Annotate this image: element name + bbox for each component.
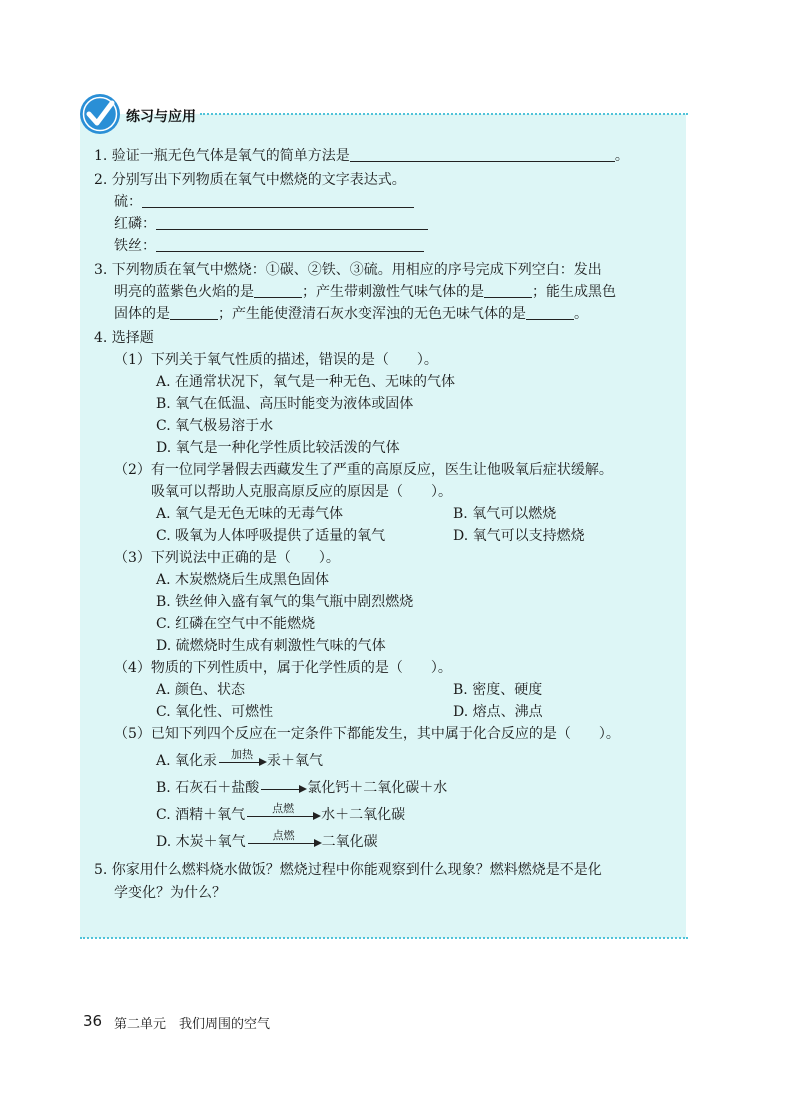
sub-question-2-stem-1: （2）有一位同学暑假去西藏发生了严重的高原反应，医生让他吸氧后症状缓解。 (114, 462, 613, 478)
question-2-iron-line (114, 236, 424, 256)
sub-question-2-option-b[interactable]: B. 氧气可以燃烧 (453, 506, 557, 522)
sub-question-4-option-a[interactable]: A. 颜色、状态 (156, 682, 246, 698)
reaction-condition: 加热 (231, 748, 254, 761)
question-2-sulfur-line (114, 192, 414, 212)
answer-blank[interactable] (484, 283, 532, 298)
question-1 (94, 146, 629, 166)
answer-blank[interactable] (350, 147, 615, 162)
reaction-d-reactants: D. 木炭＋氧气 (156, 834, 246, 850)
reaction-c-reactants: C. 酒精＋氧气 (156, 807, 246, 823)
reaction-b-products: 氯化钙＋二氧化碳＋水 (307, 780, 448, 796)
question-1-text: 1. 验证一瓶无色气体是氧气的简单方法是 (94, 148, 350, 164)
answer-blank[interactable] (254, 283, 302, 298)
sub-question-3-option-b[interactable]: B. 铁丝伸入盛有氧气的集气瓶中剧烈燃烧 (156, 594, 414, 610)
sub-question-5-option-c[interactable] (156, 802, 406, 825)
checkmark-badge-icon (78, 92, 122, 136)
q3-text-a: 明亮的蓝紫色火焰的是 (114, 284, 254, 300)
sub-question-2-option-d[interactable]: D. 氧气可以支持燃烧 (453, 528, 585, 544)
chapter-title: 第二单元 我们周围的空气 (114, 1017, 271, 1032)
sub-question-5-option-b[interactable] (156, 778, 447, 798)
dotted-divider-top (200, 113, 688, 115)
sub-question-4-option-d[interactable]: D. 熔点、沸点 (453, 704, 543, 720)
question-3-line-3 (114, 304, 588, 324)
q3-text-e: ；产生能使澄清石灰水变浑浊的无色无味气体的是 (218, 306, 526, 322)
sub-question-1-option-c[interactable]: C. 氧气极易溶于水 (156, 418, 274, 434)
sub-question-2-stem-2: 吸氧可以帮助人克服高原反应的原因是（ ）。 (151, 484, 452, 500)
reaction-c-products: 水＋二氧化碳 (321, 807, 406, 823)
answer-blank[interactable] (526, 305, 574, 320)
q3-text-b: ；产生带刺激性气味气体的是 (302, 284, 484, 300)
sulfur-label: 硫： (114, 194, 142, 210)
sub-question-4-option-c[interactable]: C. 氧化性、可燃性 (156, 704, 274, 720)
question-3-line-2 (114, 282, 616, 302)
sub-question-3-stem: （3）下列说法中正确的是（ ）。 (114, 550, 340, 566)
sub-question-2-option-a[interactable]: A. 氧气是无色无味的无毒气体 (156, 506, 344, 522)
question-1-end: 。 (614, 148, 629, 164)
sub-question-1-stem: （1）下列关于氧气性质的描述，错误的是（ ）。 (114, 352, 438, 368)
phosphorus-answer-blank[interactable] (156, 215, 428, 230)
reaction-arrow-icon (259, 781, 307, 795)
question-3-line-1: 3. 下列物质在氧气中燃烧：①碳、②铁、③硫。用相应的序号完成下列空白：发出 (94, 262, 602, 278)
question-5-line-1: 5. 你家用什么燃料烧水做饭？燃烧过程中你能观察到什么现象？燃料燃烧是不是化 (94, 862, 602, 878)
question-2: 2. 分别写出下列物质在氧气中燃烧的文字表达式。 (94, 172, 406, 188)
sub-question-1-option-a[interactable]: A. 在通常状况下，氧气是一种无色、无味的气体 (156, 374, 456, 390)
sub-question-3-option-d[interactable]: D. 硫燃烧时生成有刺激性气味的气体 (156, 638, 386, 654)
page-number: 36 (83, 1012, 103, 1030)
q3-text-c: ；能生成黑色 (532, 284, 616, 300)
iron-label: 铁丝： (114, 238, 156, 254)
phosphorus-label: 红磷： (114, 216, 156, 232)
dotted-divider-bottom (80, 937, 688, 939)
question-4-title: 4. 选择题 (94, 330, 154, 346)
sub-question-4-stem: （4）物质的下列性质中，属于化学性质的是（ ）。 (114, 660, 452, 676)
question-2-phosphorus-line (114, 214, 428, 234)
sulfur-answer-blank[interactable] (142, 193, 414, 208)
reaction-a-reactants: A. 氧化汞 (156, 753, 218, 769)
iron-answer-blank[interactable] (156, 237, 424, 252)
reaction-b-reactants: B. 石灰石＋盐酸 (156, 780, 260, 796)
section-title: 练习与应用 (126, 109, 196, 125)
sub-question-2-option-c[interactable]: C. 吸氧为人体呼吸提供了适量的氧气 (156, 528, 386, 544)
reaction-d-products: 二氧化碳 (321, 834, 378, 850)
reaction-arrow-icon (245, 802, 321, 822)
sub-question-5-option-a[interactable] (156, 748, 324, 771)
sub-question-5-stem: （5）已知下列四个反应在一定条件下都能发生，其中属于化合反应的是（ ）。 (114, 726, 620, 742)
sub-question-3-option-a[interactable]: A. 木炭燃烧后生成黑色固体 (156, 572, 330, 588)
reaction-arrow-icon (217, 748, 267, 768)
question-5-line-2: 学变化？为什么？ (114, 885, 226, 901)
sub-question-5-option-d[interactable] (156, 829, 378, 852)
reaction-condition: 点燃 (272, 802, 295, 815)
sub-question-1-option-b[interactable]: B. 氧气在低温、高压时能变为液体或固体 (156, 396, 414, 412)
sub-question-1-option-d[interactable]: D. 氧气是一种化学性质比较活泼的气体 (156, 440, 400, 456)
reaction-a-products: 汞＋氧气 (267, 753, 324, 769)
reaction-arrow-icon (246, 829, 322, 849)
answer-blank[interactable] (170, 305, 218, 320)
q3-text-f: 。 (574, 306, 588, 322)
sub-question-4-option-b[interactable]: B. 密度、硬度 (453, 682, 543, 698)
sub-question-3-option-c[interactable]: C. 红磷在空气中不能燃烧 (156, 616, 316, 632)
reaction-condition: 点燃 (272, 829, 295, 842)
q3-text-d: 固体的是 (114, 306, 170, 322)
